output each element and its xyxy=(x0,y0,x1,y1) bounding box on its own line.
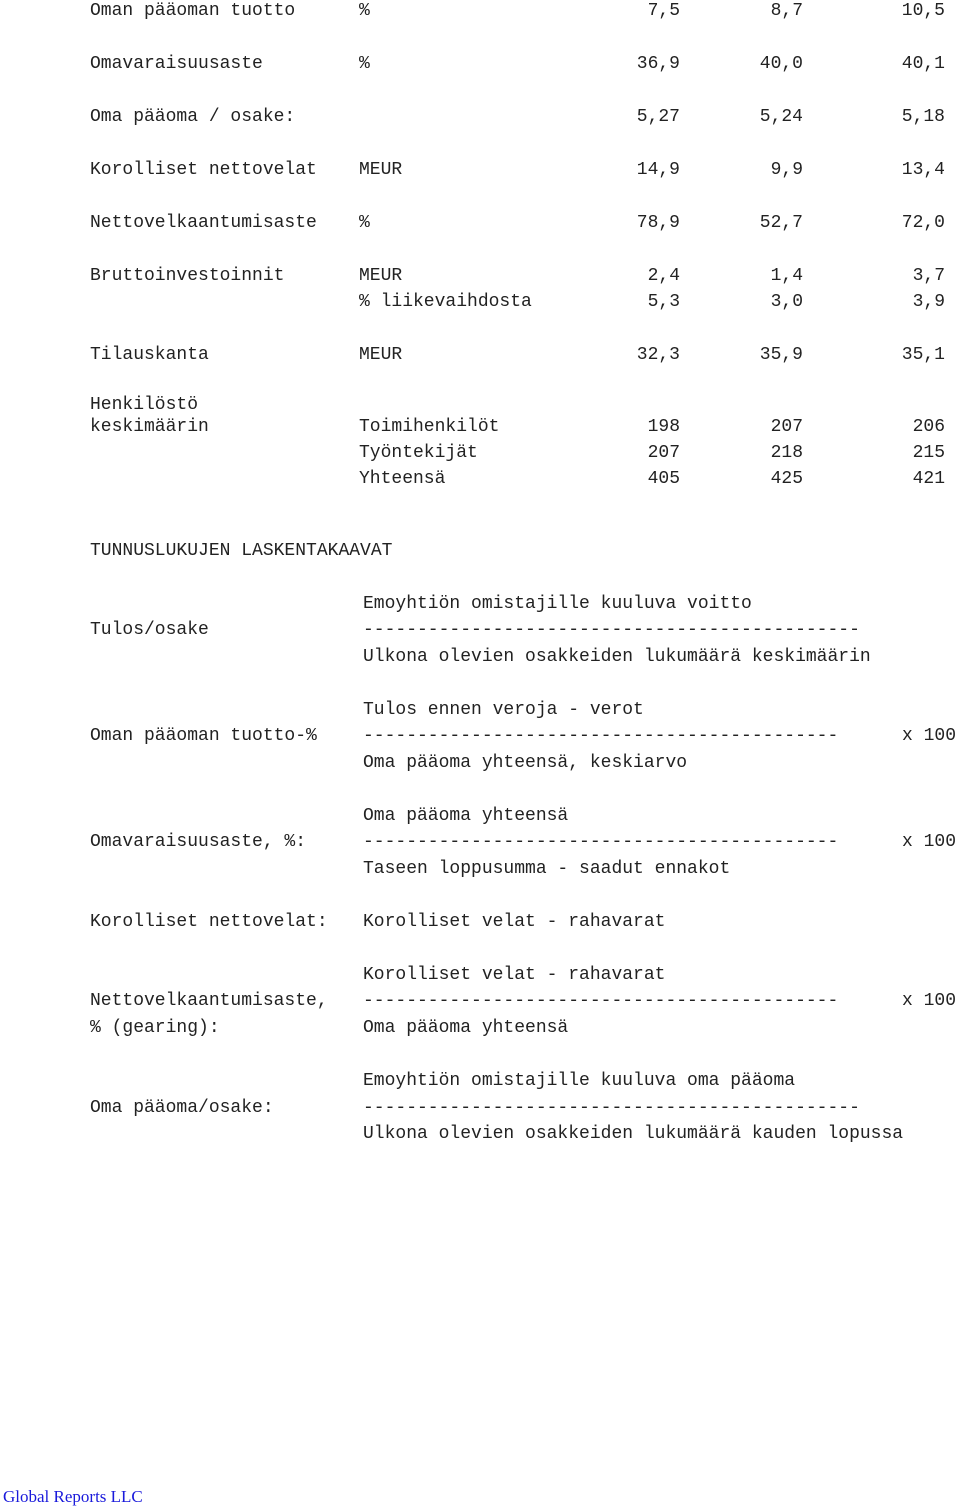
row-unit: % xyxy=(359,213,370,233)
value-col2: 207 xyxy=(770,417,803,437)
formula-divider: -------------------------------------------- xyxy=(363,991,839,1011)
formula-denominator: Taseen loppusumma - saadut ennakot xyxy=(363,859,731,879)
formula-denominator: Oma pääoma yhteensä xyxy=(363,1018,569,1038)
value-col3: 421 xyxy=(912,469,945,489)
formula-value: Korolliset velat - rahavarat xyxy=(363,912,666,932)
formula-label: Oman pääoman tuotto-% xyxy=(90,726,317,746)
row-unit: % xyxy=(359,1,370,21)
formula-multiplier: x 100 xyxy=(902,991,957,1011)
value-col1: 36,9 xyxy=(636,54,680,74)
row-unit: MEUR xyxy=(359,160,403,180)
formula-numerator: Emoyhtiön omistajille kuuluva oma pääoma xyxy=(363,1071,796,1091)
row-unit: Työntekijät xyxy=(359,443,478,463)
row-label: Oman pääoman tuotto xyxy=(90,1,296,21)
value-col2: 52,7 xyxy=(759,213,803,233)
row-label: Nettovelkaantumisaste xyxy=(90,213,317,233)
row-label: Korolliset nettovelat xyxy=(90,160,317,180)
footer-brand: Global Reports LLC xyxy=(3,1487,143,1506)
formula-label: Korolliset nettovelat: xyxy=(90,912,328,932)
value-col3: 5,18 xyxy=(901,107,945,127)
formula-label: Oma pääoma/osake: xyxy=(90,1098,274,1118)
value-col1: 78,9 xyxy=(636,213,680,233)
value-col1: 14,9 xyxy=(636,160,680,180)
formula-multiplier: x 100 xyxy=(902,832,957,852)
value-col3: 3,9 xyxy=(912,292,945,312)
row-label: Bruttoinvestoinnit xyxy=(90,266,285,286)
formula-numerator: Emoyhtiön omistajille kuuluva voitto xyxy=(363,594,752,614)
value-col3: 40,1 xyxy=(901,54,945,74)
value-col2: 218 xyxy=(770,443,803,463)
value-col2: 1,4 xyxy=(770,266,803,286)
row-unit: Toimihenkilöt xyxy=(359,417,500,437)
formula-multiplier: x 100 xyxy=(902,726,957,746)
section-title: TUNNUSLUKUJEN LASKENTAKAAVAT xyxy=(90,541,393,561)
row-label: Omavaraisuusaste xyxy=(90,54,263,74)
value-col2: 5,24 xyxy=(759,107,803,127)
row-unit: MEUR xyxy=(359,266,403,286)
value-col3: 215 xyxy=(912,443,945,463)
formula-denominator: Ulkona olevien osakkeiden lukumäärä kauden lopussa xyxy=(363,1124,904,1144)
formula-numerator: Oma pääoma yhteensä xyxy=(363,806,569,826)
row-unit: Yhteensä xyxy=(359,469,446,489)
value-col1: 198 xyxy=(647,417,680,437)
value-col2: 9,9 xyxy=(770,160,803,180)
staff-label: Henkilöstö xyxy=(90,395,199,415)
formula-numerator: Korolliset velat - rahavarat xyxy=(363,965,666,985)
row-unit: MEUR xyxy=(359,345,403,365)
formula-divider: -------------------------------------------- xyxy=(363,726,839,746)
formula-label: Nettovelkaantumisaste, xyxy=(90,991,328,1011)
row-label: Tilauskanta xyxy=(90,345,209,365)
formula-label: Omavaraisuusaste, %: xyxy=(90,832,307,852)
value-col2: 425 xyxy=(770,469,803,489)
value-col3: 72,0 xyxy=(901,213,945,233)
value-col3: 13,4 xyxy=(901,160,945,180)
value-col3: 10,5 xyxy=(901,1,945,21)
row-unit: % liikevaihdosta xyxy=(359,292,532,312)
value-col1: 5,3 xyxy=(647,292,680,312)
value-col3: 35,1 xyxy=(901,345,945,365)
value-col2: 8,7 xyxy=(770,1,803,21)
formula-label: % (gearing): xyxy=(90,1018,220,1038)
value-col1: 5,27 xyxy=(636,107,680,127)
row-unit: % xyxy=(359,54,370,74)
staff-label: keskimäärin xyxy=(90,417,209,437)
value-col2: 3,0 xyxy=(770,292,803,312)
row-label: Oma pääoma / osake: xyxy=(90,107,296,127)
value-col1: 7,5 xyxy=(647,1,680,21)
value-col3: 206 xyxy=(912,417,945,437)
value-col1: 405 xyxy=(647,469,680,489)
formula-denominator: Oma pääoma yhteensä, keskiarvo xyxy=(363,753,688,773)
formula-numerator: Tulos ennen veroja - verot xyxy=(363,700,644,720)
formula-divider: ---------------------------------------------- xyxy=(363,1098,860,1118)
formula-label: Tulos/osake xyxy=(90,620,209,640)
value-col1: 2,4 xyxy=(647,266,680,286)
formula-divider: ---------------------------------------------- xyxy=(363,620,860,640)
value-col1: 32,3 xyxy=(636,345,680,365)
formula-divider: -------------------------------------------- xyxy=(363,832,839,852)
value-col2: 40,0 xyxy=(759,54,803,74)
value-col2: 35,9 xyxy=(759,345,803,365)
value-col3: 3,7 xyxy=(912,266,945,286)
formula-denominator: Ulkona olevien osakkeiden lukumäärä keskimäärin xyxy=(363,647,871,667)
value-col1: 207 xyxy=(647,443,680,463)
